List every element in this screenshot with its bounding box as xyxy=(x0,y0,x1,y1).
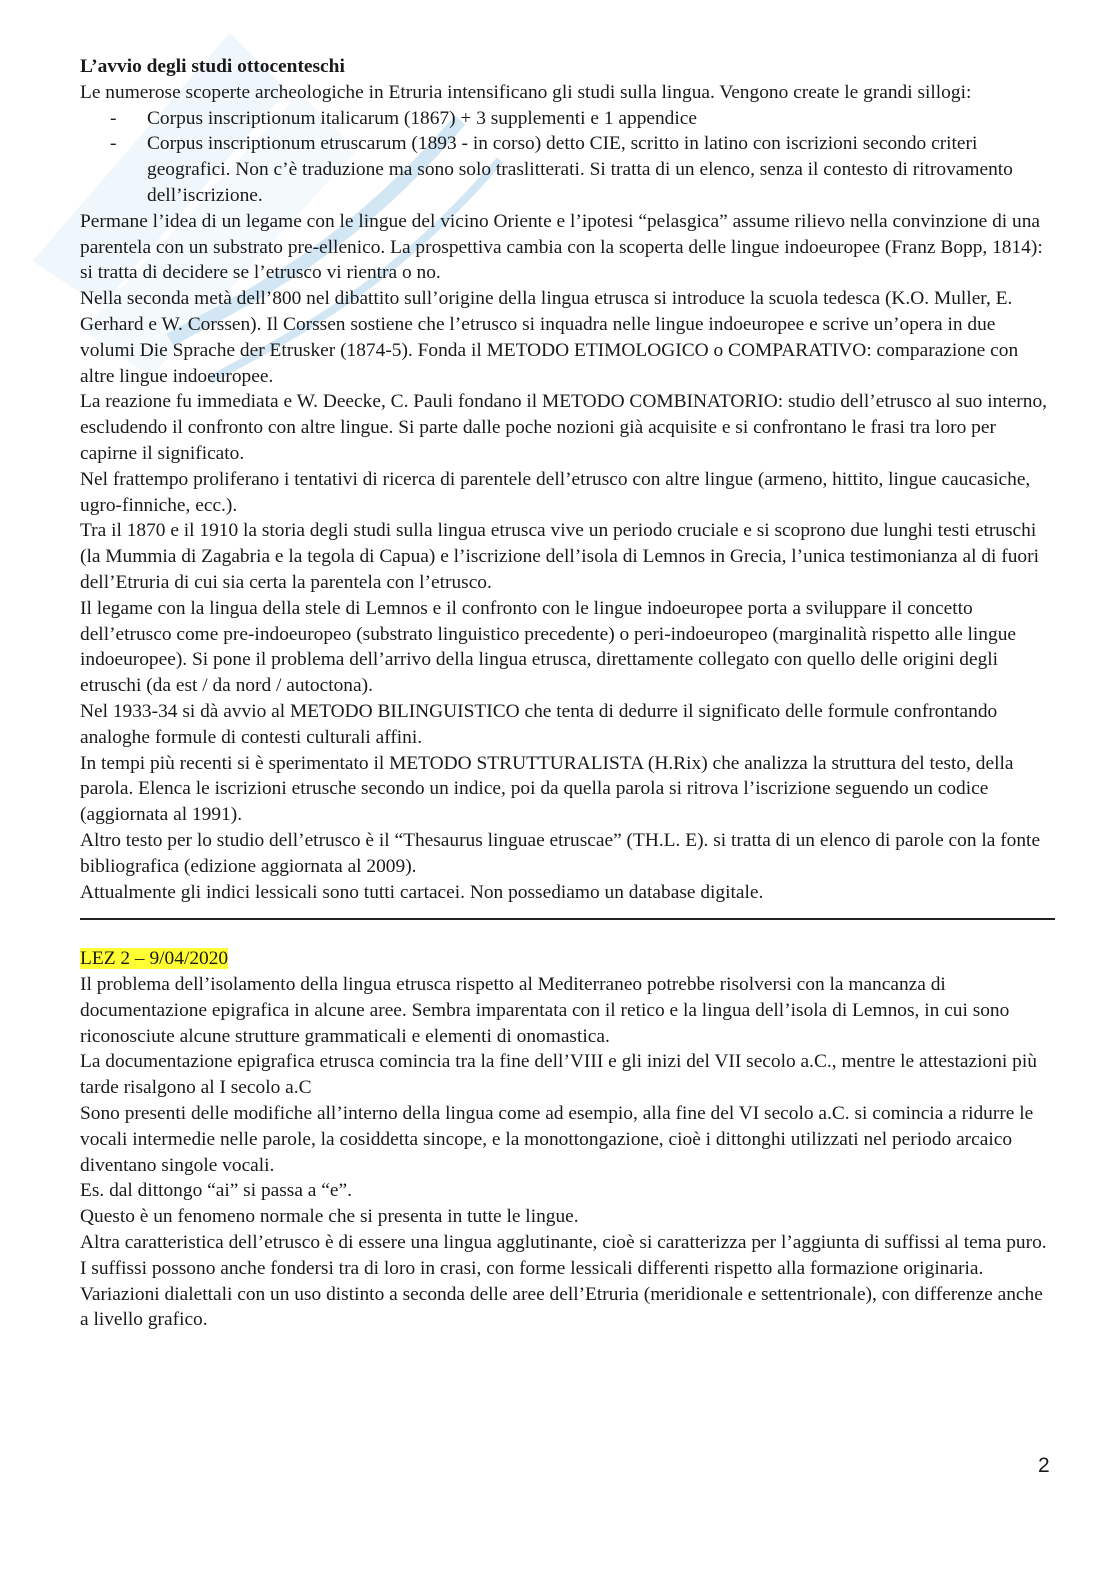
list-item: - Corpus inscriptionum etruscarum (1893 - in corso) detto CIE, scritto in latino con iscrizioni secondo criteri geografici. Non c’è traduzione ma sono solo traslitterati. Si tratta di un elenco, senza il contesto di ritrovamento dell’iscrizione. xyxy=(110,131,1055,208)
lesson-heading xyxy=(80,946,1055,972)
paragraph: Permane l’idea di un legame con le lingue del vicino Oriente e l’ipotesi “pelasgica” assume rilievo nella convinzione di una parentela con un substrato pre-ellenico. La prospettiva cambia con la scoperta delle lingue indoeuropee (Franz Bopp, 1814): si tratta di decidere se l’etrusco vi rientra o no. xyxy=(80,210,1043,284)
paragraph: Es. dal dittongo “ai” si passa a “e”. xyxy=(80,1180,352,1202)
paragraph: La reazione fu immediata e W. Deecke, C. Pauli fondano il METODO COMBINATORIO: studio dell’etrusco al suo interno, escludendo il confronto con altre lingue. Si parte dalle poche nozioni già acquisite e si confrontano le frasi tra loro per capirne il significato. xyxy=(80,391,1048,464)
paragraph: Sono presenti delle modifiche all’interno della lingua come ad esempio, alla fine del VI secolo a.C. si comincia a ridurre le vocali intermedie nelle parole, la cosiddetta sincope, e la monottongazione, cioè i dittonghi utilizzati nel periodo arcaico diventano singole vocali. xyxy=(80,1103,1034,1176)
paragraph: Il problema dell’isolamento della lingua etrusca rispetto al Mediterraneo potrebbe risolversi con la mancanza di documentazione epigrafica in alcune aree. Sembra imparentata con il retico e la lingua dell’isola di Lemnos, in cui sono riconosciute alcune strutture grammaticali e elementi di onomastica. xyxy=(80,974,1010,1047)
paragraph: Altra caratteristica dell’etrusco è di essere una lingua agglutinante, cioè si caratterizza per l’aggiunta di suffissi al tema puro. I suffissi possono anche fondersi tra di loro in crasi, con forme lessicali differenti rispetto alla formazione originaria. xyxy=(80,1232,1047,1279)
paragraph: Questo è un fenomeno normale che si presenta in tutte le lingue. xyxy=(80,1206,579,1228)
sillogi-list xyxy=(80,106,1055,209)
paragraph: Nel frattempo proliferano i tentativi di ricerca di parentele dell’etrusco con altre lingue (armeno, hittito, lingue caucasiche, ugro-finniche, ecc.). xyxy=(80,468,1031,516)
list-item: - Corpus inscriptionum italicarum (1867) + 3 supplementi e 1 appendice xyxy=(110,106,1055,132)
paragraph: Altro testo per lo studio dell’etrusco è il “Thesaurus linguae etruscae” (TH.L. E). si tratta di un elenco di parole con la fonte bibliografica (edizione aggiornata al 2009). xyxy=(80,829,1041,877)
highlighted-heading-text: LEZ 2 – 9/04/2020 xyxy=(80,948,229,970)
intro-paragraph: Le numerose scoperte archeologiche in Etruria intensificano gli studi sulla lingua. Vengono create le grandi sillogi: xyxy=(80,81,972,103)
paragraph: In tempi più recenti si è sperimentato il METODO STRUTTURALISTA (H.Rix) che analizza la struttura del testo, della parola. Elenca le iscrizioni etrusche secondo un indice, poi da quella parola si ritrova l’iscrizione seguendo un codice (aggiornata al 1991). xyxy=(80,752,1014,826)
page-number: 2 xyxy=(1038,1454,1050,1477)
paragraph: Tra il 1870 e il 1910 la storia degli studi sulla lingua etrusca vive un periodo cruciale e si scoprono due lunghi testi etruschi (la Mummia di Zagabria e la tegola di Capua) e l’iscrizione dell’isola di Lemnos in Grecia, l’unica testimonianza al di fuori dell’Etruria di cui sia certa la parentela con l’etrusco. xyxy=(80,520,1039,593)
paragraph: Variazioni dialettali con un uso distinto a seconda delle aree dell’Etruria (meridionale e settentrionale), con differenze anche a livello grafico. xyxy=(80,1283,1043,1331)
spacer xyxy=(80,920,1055,946)
section-title: L’avvio degli studi ottocenteschi xyxy=(80,56,345,77)
paragraph: Il legame con la lingua della stele di Lemnos e il confronto con le lingue indoeuropee porta a sviluppare il concetto dell’etrusco come pre-indoeuropeo (substrato linguistico precedente) o peri-indoeuropeo (marginalità rispetto alle lingue indoeuropee). Si pone il problema dell’arrivo della lingua etrusca, direttamente collegato con quello delle origini degli etruschi (da est / da nord / autoctona). xyxy=(80,597,1016,697)
paragraph: Nella seconda metà dell’800 nel dibattito sull’origine della lingua etrusca si introduce la scuola tedesca (K.O. Muller, E. Gerhard e W. Corssen). Il Corssen sostiene che l’etrusco si inquadra nelle lingue indoeuropee e scrive un’opera in due volumi Die Sprache der Etrusker (1874-5). Fonda il METODO ETIMOLOGICO o COMPARATIVO: comparazione con altre lingue indoeuropee. xyxy=(80,288,1019,387)
paragraph: Attualmente gli indici lessicali sono tutti cartacei. Non possediamo un database digitale. xyxy=(80,881,764,903)
page-content xyxy=(80,54,1055,1333)
paragraph: Nel 1933-34 si dà avvio al METODO BILINGUISTICO che tenta di dedurre il significato delle formule confrontando analoghe formule di contesti culturali affini. xyxy=(80,700,998,748)
paragraph: La documentazione epigrafica etrusca comincia tra la fine dell’VIII e gli inizi del VII secolo a.C., mentre le attestazioni più tarde risalgono al I secolo a.C xyxy=(80,1051,1037,1099)
